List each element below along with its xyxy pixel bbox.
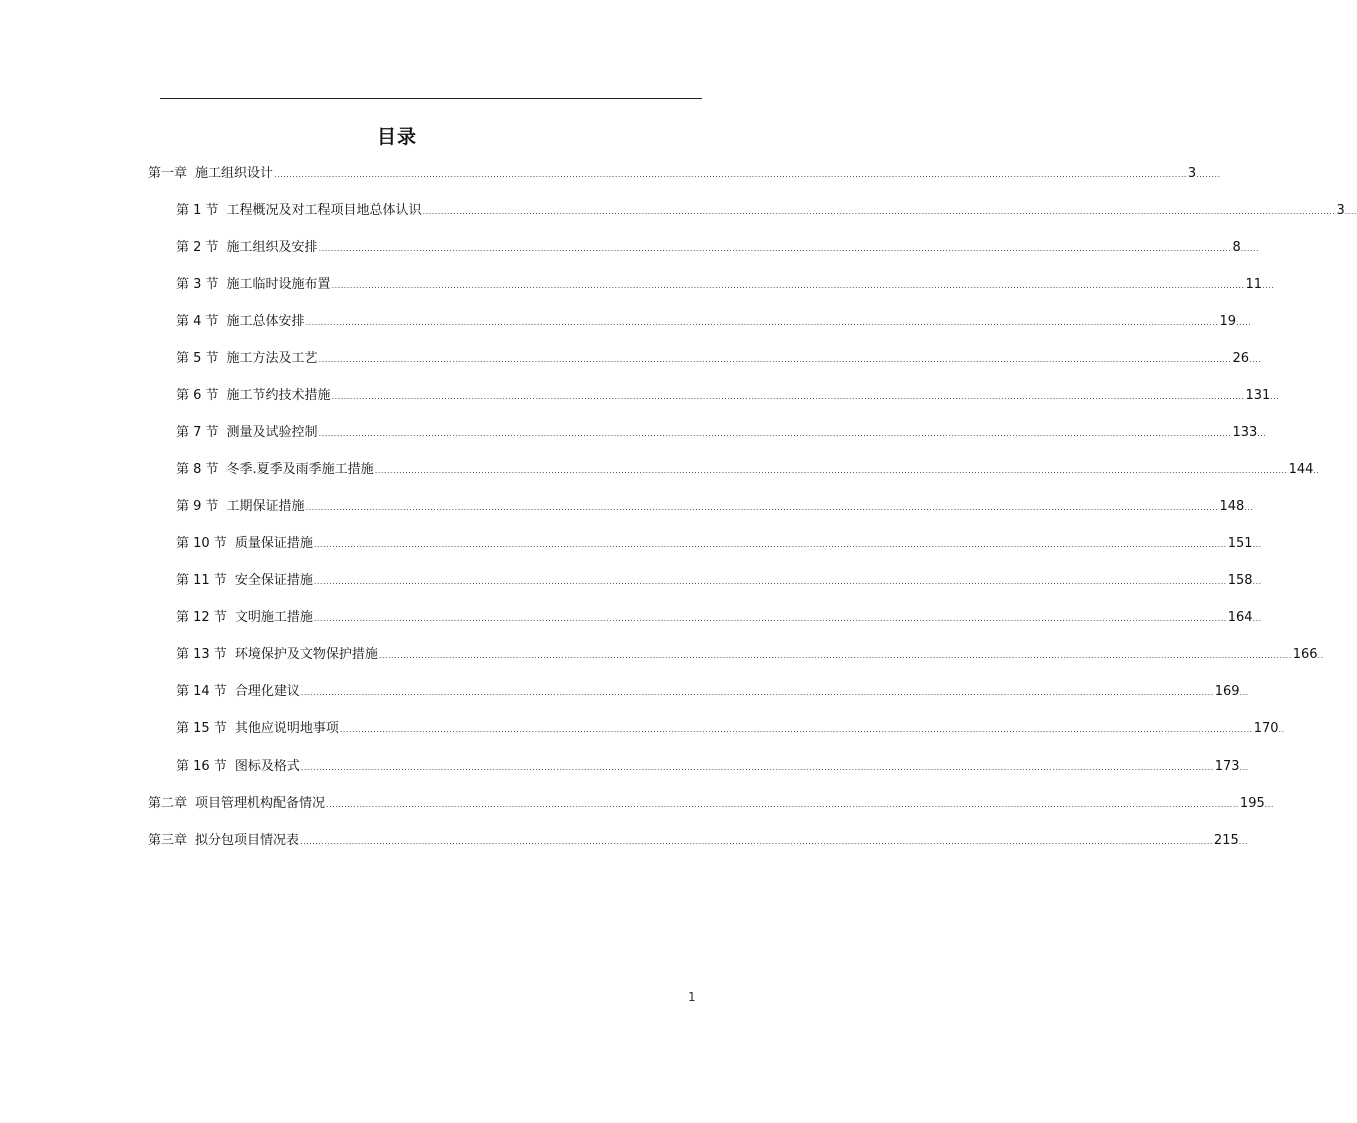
toc-dot-tail: .. [1313,466,1320,475]
toc-entry-page: 164 [1227,610,1253,625]
toc-entry-title: 测量及试验控制 [226,425,318,440]
toc-entry[interactable] [176,350,1262,368]
toc-dot-tail: ... [1238,837,1248,846]
toc-entry-prefix: 第 2 节 [176,240,219,255]
toc-entry-title: 施工节约技术措施 [226,388,331,403]
toc-entry-prefix: 第 6 节 [176,388,219,403]
toc-dot-leader: ............................................................................................................................................................................................................................................................................................................ [305,318,1219,327]
toc-entry[interactable] [176,276,1275,294]
toc-entry-page: 195 [1239,796,1265,811]
toc-entry[interactable] [176,758,1249,776]
toc-dot-tail: ... [1252,577,1262,586]
toc-dot-leader: ............................................................................................................................................................................................................................................................................................................ [339,725,1253,734]
toc-entry-title: 施工组织设计 [195,166,274,181]
toc-entry[interactable] [148,795,1274,813]
toc-entry-page: 170 [1253,721,1279,736]
toc-entry-page: 144 [1288,462,1314,477]
toc-entry-prefix: 第 7 节 [176,425,219,440]
toc-dot-tail: .... [1262,281,1275,290]
toc-dot-tail: ... [1244,503,1254,512]
toc-dot-tail: ... [1252,614,1262,623]
toc-entry-prefix: 第三章 [148,833,188,848]
toc-entry-label [176,202,422,220]
toc-entry[interactable] [176,461,1320,479]
toc-dot-tail: ... [1257,429,1267,438]
toc-entry-page: 19 [1219,314,1236,329]
toc-entry-page: 151 [1227,536,1253,551]
toc-entry-label [176,535,313,553]
toc-entry-title: 合理化建议 [234,684,300,699]
toc-dot-tail: ... [1252,540,1262,549]
toc-entry-prefix: 第 13 节 [176,647,227,662]
toc-entry[interactable] [148,832,1248,850]
toc-entry-title: 施工组织及安排 [226,240,318,255]
toc-entry-page: 169 [1214,684,1240,699]
toc-entry-page: 26 [1232,351,1249,366]
toc-entry-title: 施工方法及工艺 [226,351,318,366]
toc-entry-prefix: 第 14 节 [176,684,227,699]
toc-entry-page: 148 [1219,499,1245,514]
toc-entry-label [176,313,305,331]
toc-dot-tail: .... [1249,355,1262,364]
toc-entry-prefix: 第 1 节 [176,203,219,218]
toc-entry-title: 安全保证措施 [234,573,313,588]
toc-dot-leader: ............................................................................................................................................................................................................................................................................................................ [305,503,1219,512]
toc-entry-prefix: 第 4 节 [176,314,219,329]
toc-entry-title: 质量保证措施 [234,536,313,551]
toc-dot-tail: ... [1239,763,1249,772]
toc-entry-title: 工期保证措施 [226,499,305,514]
toc-dot-leader: ............................................................................................................................................................................................................................................................................................................ [378,651,1292,660]
toc-entry[interactable] [148,165,1221,183]
toc-dot-tail: ........ [1196,170,1221,179]
toc-dot-leader: ............................................................................................................................................................................................................................................................................................................ [318,355,1232,364]
toc-entry-prefix: 第 9 节 [176,499,219,514]
toc-entry-label [148,795,325,813]
toc-entry-label [176,646,378,664]
toc-entry-title: 施工总体安排 [226,314,305,329]
toc-entry[interactable] [176,720,1285,738]
toc-entry-label [176,350,318,368]
toc-dot-leader: ............................................................................................................................................................................................................................................................................................................ [313,614,1227,623]
toc-dot-tail: ... [1264,800,1274,809]
toc-entry-prefix: 第 12 节 [176,610,227,625]
toc-dot-leader: ............................................................................................................................................................................................................................................................................................................ [331,392,1245,401]
toc-entry-prefix: 第 8 节 [176,462,219,477]
toc-entry-title: 工程概况及对工程项目地总体认识 [226,203,422,218]
toc-entry[interactable] [176,498,1254,516]
toc-dot-leader: ............................................................................................................................................................................................................................................................................................................ [374,466,1288,475]
toc-dot-leader: ............................................................................................................................................................................................................................................................................................................ [313,540,1227,549]
toc-entry-page: 131 [1245,388,1271,403]
toc-dot-leader: ............................................................................................................................................................................................................................................................................................................ [318,429,1232,438]
toc-dot-leader: ............................................................................................................................................................................................................................................................................................................ [300,688,1214,697]
toc-entry-label [176,609,313,627]
toc-entry[interactable] [176,646,1324,664]
toc-entry-label [176,424,318,442]
toc-entry-page: 173 [1214,759,1240,774]
toc-entry[interactable] [176,609,1262,627]
toc-entry-prefix: 第 15 节 [176,721,227,736]
toc-dot-tail: .. [1278,725,1285,734]
toc-dot-leader: ............................................................................................................................................................................................................................................................................................................ [300,837,1213,846]
toc-entry-title: 图标及格式 [234,759,300,774]
toc-entry-label [176,239,318,257]
toc-entry-label [176,572,313,590]
toc-entry-title: 文明施工措施 [234,610,313,625]
toc-entry-page: 158 [1227,573,1253,588]
toc-dot-leader: ............................................................................................................................................................................................................................................................................................................ [331,281,1245,290]
toc-entry-label [176,720,339,738]
toc-entry-title: 施工临时设施布置 [226,277,331,292]
toc-entry[interactable] [176,202,1357,220]
toc-entry-page: 166 [1292,647,1318,662]
toc-entry-label [176,758,300,776]
toc-entry-page: 3 [1187,166,1197,181]
toc-entry[interactable] [176,683,1249,701]
toc-entry-prefix: 第 3 节 [176,277,219,292]
toc-entry-title: 拟分包项目情况表 [195,833,300,848]
toc-dot-leader: ............................................................................................................................................................................................................................................................................................................ [326,800,1239,809]
toc-dot-leader: ............................................................................................................................................................................................................................................................................................................ [274,170,1187,179]
toc-entry[interactable] [176,535,1262,553]
toc-dot-leader: ............................................................................................................................................................................................................................................................................................................ [422,207,1336,216]
toc-entry-page: 215 [1213,833,1239,848]
toc-entry-prefix: 第 5 节 [176,351,219,366]
toc-entry-label [176,461,374,479]
toc-dot-tail: ... [1270,392,1280,401]
toc-entry[interactable] [176,313,1252,331]
toc-entry-page: 3 [1336,203,1345,218]
toc-entry[interactable] [176,239,1259,257]
toc-entry-prefix: 第 16 节 [176,759,227,774]
toc-entry-label [176,498,305,516]
toc-entry-page: 8 [1232,240,1241,255]
toc-dot-tail: ..... [1236,318,1252,327]
toc-dot-leader: ............................................................................................................................................................................................................................................................................................................ [313,577,1227,586]
toc-dot-tail: .. [1317,651,1324,660]
toc-entry-page: 11 [1245,277,1262,292]
toc-entry-prefix: 第一章 [148,166,188,181]
toc-entry-title: 环境保护及文物保护措施 [234,647,378,662]
page-number: 1 [688,990,696,1004]
toc-dot-leader: ............................................................................................................................................................................................................................................................................................................ [300,763,1214,772]
toc-entry-label [176,276,331,294]
toc-dot-tail: ...... [1240,244,1259,253]
toc-entry-prefix: 第 11 节 [176,573,227,588]
toc-entry-title: 项目管理机构配备情况 [195,796,326,811]
toc-entry-title: 冬季.夏季及雨季施工措施 [226,462,374,477]
toc-dot-tail: ... [1239,688,1249,697]
toc-dot-tail: .... [1344,207,1357,216]
toc-entry-prefix: 第 10 节 [176,536,227,551]
toc-entry[interactable] [176,572,1262,590]
toc-entry-label [176,683,300,701]
toc-entry[interactable] [176,387,1280,405]
toc-entry[interactable] [176,424,1267,442]
toc-dot-leader: ............................................................................................................................................................................................................................................................................................................ [318,244,1232,253]
toc-entry-page: 133 [1232,425,1258,440]
toc-entry-label [176,387,331,405]
toc-entry-label [148,165,273,183]
page-title: 目录 [376,126,417,148]
toc-entry-title: 其他应说明地事项 [234,721,339,736]
toc-entry-label [148,832,299,850]
toc-entry-prefix: 第二章 [148,796,188,811]
